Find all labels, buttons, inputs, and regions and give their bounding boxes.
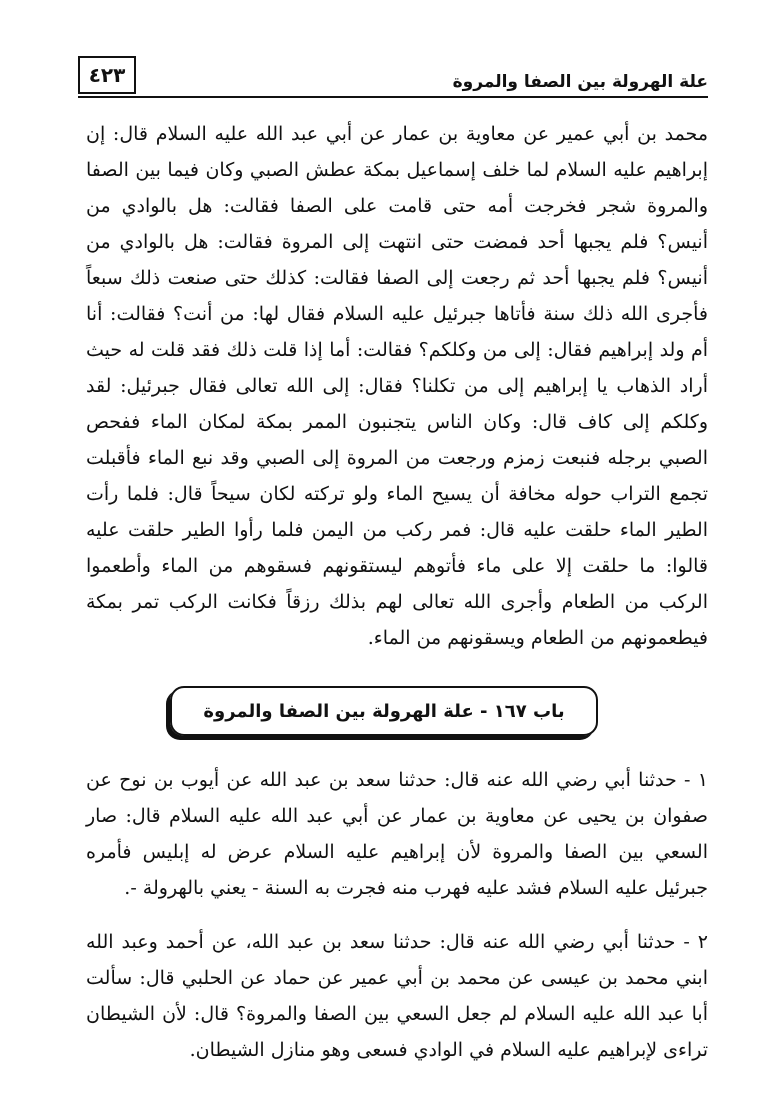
paragraph-hadith-1: ١ - حدثنا أبي رضي الله عنه قال: حدثنا سعد بن عبد الله عن أيوب بن نوح عن صفوان بن يحيى عن معاوية بن عمار عن أبي عبد الله عليه السلام قال: صار السعي بين الصفا والمروة لأن إبراهيم عليه السلام عرض له إبليس فأمره جبرئيل عليه السلام فشد عليه فهرب منه فجرت به السنة - يعني بالهرولة -. [86,769,708,899]
paragraph-hadith-2: ٢ - حدثنا أبي رضي الله عنه قال: حدثنا سعد بن عبد الله، عن أحمد وعبد الله ابني محمد بن عيسى عن محمد بن أبي عمير عن حماد عن الحلبي قال: سألت أبا عبد الله عليه السلام لم جعل السعي بين الصفا والمروة؟ قال: لأن الشيطان تراءى لإبراهيم عليه السلام في الوادي فسعى وهو منازل الشيطان. [86,931,708,1061]
page-number: ٤٢٣ [78,56,136,94]
chapter-title: باب ١٦٧ - علة الهرولة بين الصفا والمروة [203,700,565,722]
page-header [78,56,708,96]
paragraph-hadith-continued: محمد بن أبي عمير عن معاوية بن عمار عن أبي عبد الله عليه السلام قال: إن إبراهيم عليه السلام لما خلف إسماعيل بمكة عطش الصبي وكان فيما بين الصفا والمروة شجر فخرجت أمه حتى قامت على الصفا فقالت: هل بالوادي من أنيس؟ فلم يجبها أحد فمضت حتى انتهت إلى المروة فقالت: هل بالوادي من أنيس؟ فلم يجبها أحد ثم رجعت إلى الصفا فقالت: كذلك حتى صنعت ذلك سبعاً فأجرى الله ذلك سنة فأتاها جبرئيل عليه السلام فقال لها: من أنت؟ فقالت: أنا أم ولد إبراهيم فقال: إلى من وكلكم؟ فقالت: أما إذا قلت ذلك فقد قلت له حيث أراد الذهاب يا إبراهيم إلى من تكلنا؟ فقال: إلى الله تعالى فقال جبرئيل: لقد وكلكم إلى كاف قال: وكان الناس يتجنبون الممر بمكة لمكان الماء ففحص الصبي برجله فنبعت زمزم ورجعت من المروة إلى الصبي وقد نبع الماء فأقبلت تجمع التراب حوله مخافة أن يسيح الماء ولو تركته لكان سيحاً قال: فلما رأت الطير الماء حلقت عليه قال: فمر ركب من اليمن فلما رأوا الطير حلقت عليه قالوا: ما حلقت إلا على ماء فأتوهم ليستقونهم فسقوهم من الماء وأطعموا الركب من الطعام وأجرى الله تعالى لهم بذلك رزقاً فكانت الركب تمر بمكة فيطعمونهم من الطعام ويسقونهم من الماء. [86,123,708,649]
header-divider [78,96,708,98]
chapter-heading-box [170,686,598,736]
running-title: علة الهرولة بين الصفا والمروة [452,72,708,92]
